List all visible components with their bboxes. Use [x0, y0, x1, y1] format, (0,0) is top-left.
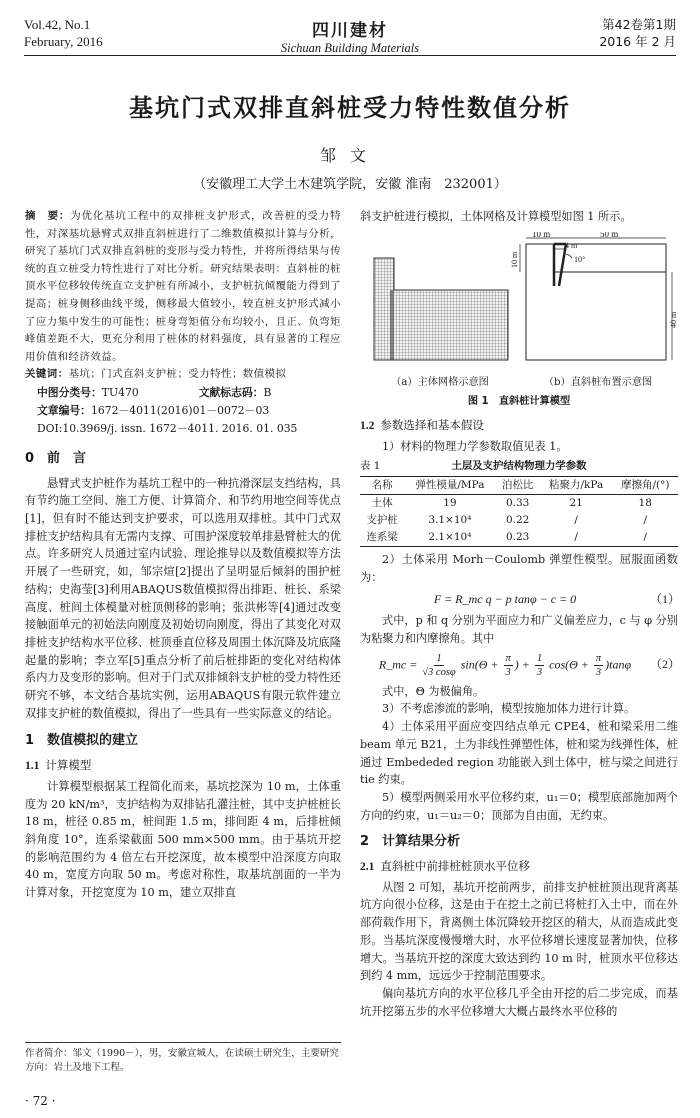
article-number-label: 文章编号： [37, 403, 91, 417]
table-cell: / [540, 529, 613, 547]
table-cell: 0.23 [496, 529, 540, 547]
dim-10m-width: 10 m [532, 231, 551, 239]
dim-angle: 10° [574, 254, 586, 264]
table-cell: 0.22 [505, 514, 530, 527]
item-2: 2）土体采用 Morh－Coulomb 弹塑性模型。屈服面函数为： [360, 553, 678, 584]
figure-1 [360, 232, 678, 372]
issue-date-cn: 2016 年 2 月 [599, 34, 676, 49]
table-header-cell: 泊松比 [496, 477, 540, 495]
continuation-text: 斜支护桩进行模拟，土体网格及计算模型如图 1 所示。 [360, 210, 632, 223]
header-right [599, 16, 676, 50]
issue-date: February, 2016 [24, 34, 103, 49]
section-0-heading: 0 前 言 [25, 450, 87, 466]
affiliation: （安徽理工大学土木建筑学院，安徽 淮南 232001） [193, 177, 507, 192]
figure-subcaptions [360, 374, 678, 392]
left-column [25, 208, 341, 902]
table-row [360, 512, 678, 529]
section-number: 1.2 [360, 420, 375, 433]
volume-issue: Vol.42, No.1 [24, 17, 91, 32]
rear-inclined-pile [559, 244, 566, 286]
table-cell: / [612, 529, 678, 547]
table-1-caption [360, 458, 678, 476]
clc-label: 中图分类号： [37, 385, 102, 399]
doc-code-label: 文献标志码： [198, 385, 264, 399]
equation-1 [360, 591, 681, 609]
article-meta [25, 384, 341, 438]
table-header-cell: 名称 [360, 477, 404, 495]
table-cell: 3.1×10⁴ [428, 514, 472, 527]
item-4: 4）土体采用平面应变四结点单元 CPE4，桩和梁采用二维 beam 单元 B21，土为非线性弹塑性体，桩和梁为线弹性体，桩通过 Embededed region 功能嵌入到土体中，桩与梁之间进行 tie 约束。 [360, 720, 678, 787]
section-number: 1.1 [25, 760, 40, 773]
table-cell: / [574, 514, 578, 527]
section-number: 2.1 [360, 861, 375, 874]
item-3: 3）不考虑渗流的影响，模型按施加体力进行计算。 [382, 702, 636, 716]
table-cell: 0.33 [505, 497, 530, 510]
section-2-1-heading [360, 858, 678, 877]
section-0-text: 悬臂式支护桩作为基坑工程中的一种抗滑深层支挡结构，具有节约施工空间、施工方便、计算简介、和节约用地空间等优点[1]，但有时不能达到支护要求，可以选用双排桩。其中门式双排桩支护结构具有无需内支撑、可围护深度较单排悬臂桩大的优点。许多研究人员通过室内试验、理论推导以及数值模拟等方法开展了一些研究，如，邹宗煊[2]提出了呈明显后倾斜的围护桩结构；史海莹[3]利用ABAQUS数值模拟得出排距、桩长、系梁高度、桩间土体模量对桩顶侧移的影响；张洪彬等[4]通过改变接触面单元的初始法向刚度及初始切向刚度，得出了其变化对双排桩支护结构水平位移、桩顶垂直位移及周围土体沉降及坑底隆起量的影响；李立军[5]重点分析了前后桩排距的变化对结构体系内力及变形的影响。但对于门式双排倾斜支护桩的受力特性还研究不够，本文结合基坑实例，运用ABAQUS有限元软件建立双排支护桩的数值模拟，得出了一些具有一些实际意义的结论。 [25, 476, 341, 720]
paper-title: 基坑门式双排直斜桩受力特性数值分析 [129, 94, 571, 122]
table-header-cell: 粘聚力/kPa [540, 477, 613, 495]
dim-50m-width: 50 m [600, 231, 619, 239]
table-row [360, 495, 678, 513]
equation-2-lhs: R_mc = [378, 656, 418, 671]
section-1-1-text: 计算模型根据某工程简化而来，基坑挖深为 10 m，土体重度为 20 kN/m³，支护结构为双排钻孔灌注桩，其中支护桩桩长 18 m，桩径 0.85 m，桩间距 1.5 m，排间距 4 m，后排桩倾斜角度 10°，连系梁截面 500 mm×500 mm。由于基坑开挖的影响范围约为 4 倍左右开挖深度，故本模型中沿深度方向取 40 m，宽度方向取 50 m。考虑对称性，取基坑剖面的一半为计算对象，开挖宽度为 10 m，建立双排直 [25, 779, 341, 900]
dim-10m-depth: 10 m [510, 251, 519, 268]
item-5: 5）模型两侧采用水平位移约束，u₁＝0；模型底部施加两个方向的约束，u₁＝u₂＝0；顶部为自由面，无约束。 [360, 790, 678, 822]
doi: DOI:10.3969/j. issn. 1672－4011. 2016. 01. 035 [37, 421, 298, 435]
section-1-1-heading [25, 757, 341, 776]
equation-1-body: F = R_mc q − p tanφ − c = 0 [433, 591, 577, 606]
equation-2 [360, 652, 681, 679]
table-1 [360, 476, 678, 547]
figure-1-caption: 图 1 直斜桩计算模型 [467, 396, 571, 408]
keywords-text: 基坑；门式直斜支护桩；受力特性；数值模拟 [68, 368, 287, 381]
section-2-heading: 2 计算结果分析 [360, 834, 461, 850]
dim-4m: 4 m [565, 240, 578, 250]
table-header-cell: 弹性模量/MPa [404, 477, 495, 495]
keywords-label: 关键词： [25, 368, 69, 381]
doc-code-value: B [263, 385, 272, 399]
table-cell: 土体 [371, 497, 393, 510]
footnote: 作者简介：邹文（1990－），男，安徽宣城人，在读硕士研究生，主要研究方向：岩土及地下工程。 [25, 1042, 341, 1075]
item-1: 1）材料的物理力学参数取值见表 1。 [382, 439, 568, 453]
table-row [360, 529, 678, 547]
section-title: 直斜桩中前排桩桩顶水平位移 [380, 859, 530, 874]
abstract-label: 摘 要： [25, 210, 71, 222]
pile-layout-diagram [520, 238, 672, 360]
fraction: $\frac{1}{3}$ [536, 652, 543, 678]
keywords [25, 366, 341, 384]
figure-1b-caption: （b）直斜桩布置示意图 [543, 376, 653, 388]
fraction: $\frac{\pi}{3}$ [505, 652, 511, 678]
equation-2-number: （2） [650, 657, 681, 672]
equation-1-description: 式中，p 和 q 分别为平面应力和广义偏差应力，c 与 φ 分别为粘聚力和内摩擦角。其中 [360, 614, 678, 646]
table-cell: 19 [443, 497, 457, 510]
equation-2-body: R_mc = $\frac{1}{√3 \cos\varphi}$ sin(Θ + $\frac{\pi}{3}$ ) + $\frac{1}{3}$ cos(Θ + $\frac{\pi}{3}$ )tanφ [378, 652, 632, 678]
journal-logo: 四川建材 [312, 21, 388, 41]
table-header-row [360, 477, 678, 495]
section-2-1-text-b: 偏向基坑方向的水平位移几乎全由开挖的后二步完成，而基坑开挖第五步的水平位移增大大概占最终水平位移的 [360, 986, 678, 1018]
table-header-cell: 摩擦角/(°) [612, 477, 678, 495]
section-title: 参数选择和基本假设 [380, 418, 484, 433]
table-cell: 支护桩 [366, 514, 398, 527]
section-1-2-heading [360, 417, 678, 436]
abstract-text: 为优化基坑工程中的双排桩支护形式，改善桩的受力特性，对深基坑悬臂式双排直斜桩进行了二维数值模拟计算与分析，研究了基坑门式双排直斜桩的变形与受力特性，并将所得结果与传统的直立桩受力特性进行了对比分析。研究结果表明：直斜桩的桩顶水平位移较传统直立支护桩有所减小，支护桩抗倾覆能力得到了提高；桩身侧移曲线平缓，侧移最大值较小，较直桩支护形式减小了应力集中发生的可能性；桩身弯矩值分布均较小，且正、负弯矩峰值差距不大，更充分利用了桩体的材料强度，具有显著的工程应用价值和经济效益。 [25, 210, 341, 363]
classification-row [37, 384, 341, 402]
article-number-row [37, 402, 341, 420]
section-1-heading: 1 数值模拟的建立 [25, 733, 139, 749]
clc-value: TU470 [101, 385, 139, 399]
figure-1a-caption: （a）主体网格示意图 [391, 376, 489, 388]
section-title: 计算模型 [45, 758, 92, 773]
header-center [24, 16, 676, 56]
page-number: · 72 · [25, 1094, 56, 1108]
table-title: 土层及支护结构物理力学参数 [451, 459, 587, 472]
dim-40m-depth: 40 m [669, 311, 678, 328]
table-cell: 连系梁 [360, 529, 404, 547]
article-number-value: 1672－4011(2016)01－0072－03 [90, 403, 270, 417]
equation-2-description: 式中，Θ 为极偏角。 [382, 684, 485, 698]
table-cell: 18 [638, 497, 652, 510]
table-cell: / [643, 514, 648, 527]
volume-issue-cn: 第42卷第1期 [602, 17, 676, 32]
table-cell: 2.1×10⁴ [404, 529, 495, 547]
equation-1-number: （1） [650, 591, 681, 606]
section-2-1-text-a: 从图 2 可知，基坑开挖前两步，前排支护桩桩顶出现背离基坑方向很小位移，这是由于在挖土之前已将桩打入土中，而在外部荷载作用下，背离侧土体沉降较开挖区的稍大，从而造成此变形。当基坑深度慢慢增大时，水平位移增长速度显著加快，位移增大。当基坑开挖的深度大致达到约 10 m 时，桩顶水平位移达到约 4 mm，远远少于控制范围要求。 [360, 880, 678, 983]
fraction: $\frac{1}{√3 \cos\varphi}$ [422, 652, 456, 678]
fraction: $\frac{\pi}{3}$ [595, 652, 602, 678]
table-number: 表 1 [360, 459, 381, 472]
abstract [25, 208, 341, 366]
figure-1-graphic [360, 232, 678, 372]
table-cell: 21 [569, 497, 583, 510]
author: 邹文 [319, 146, 380, 165]
mesh-diagram [374, 258, 508, 360]
right-column [360, 208, 681, 1020]
running-header [24, 14, 676, 56]
journal-name-en: Sichuan Building Materials [280, 41, 420, 55]
